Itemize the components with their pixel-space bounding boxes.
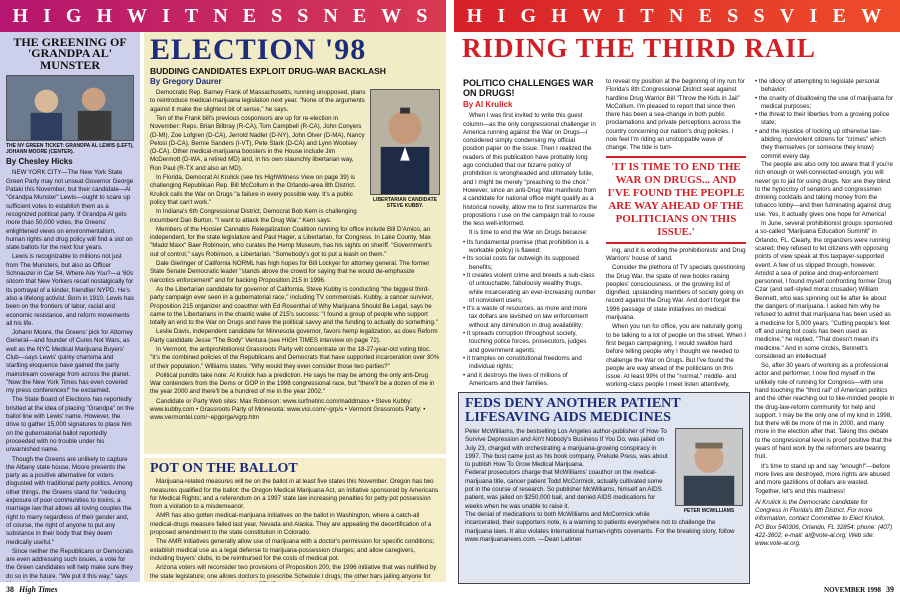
header-letter: V — [779, 4, 801, 27]
page-gutter — [446, 0, 454, 600]
paragraph: Federal prosecutors charge that McWilliams' coauthor on the medical-marijuana title, cancer patient Todd McCormick, actually cultivated some pot in the course of research. So publisher McWilliams, himself an AIDS patient, was jailed on $250,000 bail, and denied AIDS medications for weeks when he was unable to raise it. — [465, 469, 663, 510]
paragraph: So, after 30 years of working as a professional actor and performer, I now find myself in the unlikely role of running for Congress—with one hand touching the "third rail" of American politics and the other reaching out to like-minded people in the drug-law-reform community for help and support. I may be the only one of my kind in 1998, but there will be more of me in 2000, and many more in the election after that. Taking this debate to the congressional level is proof positive that the years of hard work by the reformers are bearing fruit. — [755, 362, 895, 461]
paragraph: It is time to end the War on Drugs because: — [469, 229, 588, 237]
list-item: • and the injustice of locking up otherwise law-abiding, nonviolent citizens for "crimes" which they themselves (or someone they know) commit every day. — [755, 127, 886, 160]
paragraph: Dale Gieringer of California NORML has high hopes for Bill Lockyer for attorney general. The former State Senate Democratic leader "stands above the crowd for saying that he would de-emphasize narcotics enforcement" and for backing Proposition 215 in 1996. — [150, 260, 430, 284]
header-letter: T — [640, 4, 660, 27]
election-98-article — [144, 32, 446, 454]
footer-right — [824, 585, 894, 594]
paragraph: Lewis is recognizable to millions not just from The Munsters, but also as Officer Schnauzer in Car 54, Where Are You?—a '60s sitcom that New Yorkers recall nostalgically for its portrayal of a kinder, friendlier NYPD. He's also a lifelong activist. Born in 1910, Lewis has been on the frontiers of labor, racial and economic resistance, and reform movements all his life. — [6, 253, 134, 327]
paragraph: The denial of medications to both McWilliams and McCormick while incarcerated, their supporters note, is a warning to patients everywhere not to challenge the marijuana laws. It also violates international human-rights covenants. For the breaking story, follow www.marijuananews.com. —Dean Latimer — [465, 510, 735, 543]
header-letter: E — [242, 4, 263, 27]
paragraph: In Vermont, the antiprohibitionist Grassroots Party will concentrate on the 18-27-year-old voting bloc. "It's the combined policies of the Republicans and Democrats that have supported incarceration over 30% of their population," Williams states. "Why would they even consider those two parties?" — [150, 346, 440, 370]
header-letter: H — [551, 4, 573, 27]
page-number-right: 39 — [886, 585, 894, 594]
mcwilliams-photo-wrap — [675, 428, 743, 514]
paragraph: Ten of the Frank bill's previous cosponsors are up for re-election in November: Reps. Brian Bilbray (R-CA), Tom Campbell (R-CA), John Conyers (D-MI), Zoe Lofgren (D-CA), Jerrold Nadler (D-NY), John Olver (D-MA), Nancy Pelosi (D-CA), Bernie Sanders (I-VT), Pete Stark (D-CA) and Lynn Woolsey (D-CA). Other medical-marijuana boosters in the House include Jim McDermott (D-WA, a retired MD) and, in his own staunchly libertarian way, Ron Paul (R-TX and also an MD). — [150, 114, 365, 172]
paragraph: The State Board of Elections has reportedly bristled at the idea of placing "Grandpa" on the ballot line with Lewis' name. However, the drive to gather 15,000 signatures to place him on the gubernatorial ballot reportedly proceeded with no trouble under his unvarnished name. — [6, 396, 134, 454]
pull-quote-bottom-rule — [606, 242, 746, 244]
reasons-list — [463, 239, 597, 388]
paragraph: AMR has also gotten medical-marijuana initiatives on the ballot in Washington, where a catch-all medical-drugs measure failed last year, Nevada and Alaska. They are appealing the decertification of a proposed amendment to the state constitution in Colorado. — [150, 512, 432, 537]
third-rail-col-1-body — [463, 112, 597, 388]
footer-left — [6, 585, 58, 594]
header-letter: H — [96, 4, 119, 27]
paragraph: Candidate or Party Web sites: Max Robinson: www.surfnetinc.com/maddmaxx • Steve Kubby: www.kubby.com • Grassroots Party of Minnesota: www.visi.com/~grp/s • Vermont Grassroots Party: • www.vermontel.com/~epgorge/vgrp.htm — [150, 397, 426, 422]
header-letter: S — [271, 4, 289, 27]
third-rail-col-3-bullets — [755, 78, 895, 161]
header-letter: E — [832, 4, 852, 27]
third-rail-title: RIDING THE THIRD RAIL — [462, 34, 816, 63]
paragraph: Johann Moore, the Greens' pick for Attorney General—and founder of Cures Not Wars, as well as the NYC Medical Marijuana Buyers' Club—says Lewis' quirky charisma and startling eloquence have gained the party mainstream coverage from across the planet. "Now the New York Times has even covered my press conferences!" he exclaimed. — [6, 329, 133, 395]
paragraph: Since neither the Republicans or Democrats are even addressing such issues, a vote for the Green candidates will help make sure they do so in the future. "We put it this way," says — [6, 547, 134, 580]
paragraph: Consider the plethora of TV specials questioning the Drug War, the spate of new books raising peoples' consciousness, or the growing list of dignified, upstanding members of society going on record against the Drug War. And don't forget the 1996 passage of state initiatives on medical marijuana. — [606, 264, 745, 322]
third-rail-col-2 — [603, 78, 749, 388]
list-item: • It creates violent crime and breeds a sub-class of untouchable, fabulously wealthy thugs, while incarcerating an ever-increasing number of nonviolent users; — [463, 271, 596, 304]
header-letter: I — [162, 4, 176, 27]
paragraph: In June, several prohibitionist groups sponsored a so-called "Marijuana Education Summit" in Orlando, FL. Clearly, the organizers were running scared; they refused to let citizens with opposing points of view speak at this taxpayer-supported event. A few of us slipped through, however. Amidst a sea of police and drug-enforcement personnel, I found myself confronting former Drug Czar (and self-styled moral crusader) William Bennett, who was spinning out lie after lie about the dangers of marijuana. I asked him why he refused to admit that marijuana has been used as a medicine for 5,000 years. "Cutting people's feet off and using hot coals has been used as medicine," he replied. "That doesn't mean it's medicine." And in some circles, Bennett's considered an intellectual! — [755, 220, 893, 360]
header-letter: S — [727, 4, 745, 27]
list-item: • It spreads corruption throughout society, touching police forces, prosecutors, judges and government agents; — [463, 330, 587, 354]
paragraph: Though the Greens are unlikely to capture the Albany state house, Moore presents the party as a positive alternative for voters disgusted with traditional party politics. Among other things, the Greens stand for "reducing exposure of poor communities to toxins, a marriage law that allows all loving couples the right to marry regardless of their gender and, of course, the right of anyone to put any substance in their body that they deem medically useful." — [6, 455, 133, 546]
section-header-highwitness-news — [0, 0, 446, 32]
header-letter: W — [582, 4, 609, 27]
third-rail-title-block — [458, 34, 898, 82]
election-98-subtitle: BUDDING CANDIDATES EXPLOIT DRUG-WAR BACKLASH — [150, 65, 386, 76]
paragraph: When I was first invited to write this guest column—as the only congressional challenger in America running against the War on Drugs—I considered simply condensing my official position paper on the issue. Then I realized the readers of this publication have probably long ago concluded that our bizarre policy of prohibition is wrongheaded and ultimately futile, and I might be merely "preaching to the choir." However, since an anti-Drug War manifesto from a candidate for national office might qualify as a historical novelty, allow me to first summarize the propositions I use on the campaign trail to rouse the less well-informed. — [463, 112, 597, 228]
header-letter: S — [416, 4, 434, 27]
mcwilliams-photo — [675, 428, 743, 506]
list-item: • It tramples on constitutional freedoms and individual rights; — [463, 354, 582, 371]
page-number-left: 38 — [6, 585, 14, 594]
header-letter: W — [127, 4, 154, 27]
paragraph: The AMR initiatives generally allow use of marijuana with a doctor's permission for specific conditions; establish medical use as a legal defense to marijuana-possession charges; and allow caregivers, including buyers' clubs, to be reimbursed for the costs of medical pot. — [150, 538, 435, 562]
header-letter: S — [297, 4, 315, 27]
section-header-highwitness-view — [454, 0, 900, 32]
header-letter: I — [617, 4, 632, 27]
paragraph: In Florida, Democrat Al Krulick (see his HighWitness View on page 39) is challenging Republican Rep. Bill McCollum in the Orlando-area 8th District. Krulick calls the War on Drugs "a failure in every possible way. It's a public policy that can't work." — [150, 174, 356, 206]
header-letter: W — [861, 4, 888, 27]
list-item: • the cruelty of disallowing the use of marijuana for medical purposes; — [755, 94, 894, 110]
paragraph: Members of the Hoosier Cannabis Relegalization Coalition running for office include Bill D'Amico, an independent, for the state legislature and Paul Hager, a Libertarian, for Congress. In Lake County, Max "Madd Maxx" Baer Robinson, who curates the Hemp Museum, has his sights on sheriff. "Government's out of control," says Robinson, a Libertarian. "Somebody's got to put a leash on them." — [150, 225, 432, 258]
paragraph: ing, and it is eroding the prohibitionists' and Drug Warriors' house of sand. — [606, 246, 746, 262]
grandpa-al-title: THE GREENING OF 'GRANDPA AL' MUNSTER — [13, 35, 127, 72]
third-rail-col-3 — [752, 78, 898, 583]
third-rail-col-1 — [460, 78, 600, 388]
grandpa-al-byline: By Chesley Hicks — [6, 157, 73, 167]
third-rail-subtitle: POLITICO CHALLENGES WAR ON DRUGS! — [463, 78, 594, 98]
list-item: • Its fundamental premise (that prohibition is a workable policy) is flawed; — [463, 238, 589, 255]
feds-deny-article — [458, 392, 750, 584]
header-letter: G — [520, 4, 542, 27]
header-letter: I — [809, 4, 824, 27]
header-letter: N — [213, 4, 234, 27]
header-letter: E — [352, 4, 373, 27]
magazine-name-left: High Times — [19, 585, 58, 594]
header-letter: S — [753, 4, 771, 27]
header-letter: H — [466, 4, 489, 27]
paragraph: Marijuana-related measures will be on the ballot in at least five states this November. Oregon has two measures qualified for the ballot: the Oregon Medical Marijuana Act, an initiative sponsored by Americans for Medical Rights; and a referendum on a 1997 state law increasing penalties for petty pot possession from a violation to a misdemeanor. — [150, 478, 439, 511]
third-rail-col-2-lead: to reveal my position at the beginning of my run for Florida's 8th Congressional District seat against hardline Drug Warrior Bill "Throw the Kids in Jail" McCollum. I'm pleased to report that since then there has been a sea-change in both public proclamations and private perceptions across the country concerning our nation's drug policies. I now feel I'm riding an unstoppable wave of change. The tide is turn- — [606, 78, 745, 152]
election-98-title: ELECTION '98 — [150, 33, 367, 66]
paragraph: In Indiana's 6th Congressional District, Democrat Bob Kern is challenging incumbent Dan Burton. "I want to attack the Drug War," Kern says. — [150, 208, 357, 224]
header-letter: I — [43, 4, 57, 27]
feds-deny-title: FEDS DENY ANOTHER PATIENT LIFESAVING AIDS MEDICINES — [465, 396, 681, 425]
header-letter: G — [65, 4, 88, 27]
header-letter: T — [184, 4, 205, 27]
paragraph: It's time to stand up and say "enough!"—before more lives are destroyed, more rights are abused and more gazillions of dollars are wasted. Together, let's end this madness! — [755, 462, 891, 495]
author-bio: Al Krulick is the Democratic candidate for Congress in Florida's 8th District. For more information, contact Committee to Elect Krulick, PO Box 540306, Orlando, FL 32854; phone: (407) 422-3602; e-mail: al@vote-al.org; Web site: www.vote-al.org. — [755, 498, 893, 548]
paragraph: When you run for office, you are naturally going to be talking to a lot of people on the street. When I first began campaigning, I would swallow hard before telling people why I thought we needed to challenge the War on Drugs. But I've found the people are way ahead of the politicians on this issue. At least 99% of the "normal," middle- and working-class people I meet listen attentively, — [606, 323, 746, 388]
paragraph: Peter McWilliams, the bestselling Los Angeles author-publisher of How To Survive Depression and Ain't Nobody's Business If You Do, was jailed on July 23, charged with orchestrating a marijuana-growing conspiracy in 1997. The bust came just as his book company, Prelude Press, was about to publish How To Grow Medical Marijuana. — [465, 428, 668, 469]
list-item: • the threat to their liberties from a growing police state; — [755, 111, 890, 127]
list-item: • It's a waste of resources, as more and more tax dollars are lavished on law enforcement without any diminution in drug availability; — [463, 305, 589, 329]
pull-quote: 'IT IS TIME TO END THE WAR ON DRUGS... AND I'VE FOUND THE PEOPLE ARE WAY AHEAD OF THE POLITICIANS ON THIS ISSUE.' — [607, 160, 745, 238]
pot-on-ballot-title: POT ON THE BALLOT — [150, 461, 298, 476]
grandpa-al-article — [0, 32, 140, 582]
pull-quote-top-rule — [606, 156, 746, 158]
paragraph: The people are also only too aware that if you're rich enough or well-connected enough, you will never go to jail for using drugs. Nor are they blind to the hypocrisy of senators and congressmen drinking cocktails and taking money from the tobacco lobby—and then fulminating against drug use. Yes, it actually gives one hope for America! — [755, 160, 893, 218]
kubby-caption: LIBERTARIAN CANDIDATE STEVE KUBBY. — [373, 197, 437, 210]
header-letter: H — [12, 4, 35, 27]
pot-on-ballot-body — [150, 478, 440, 582]
pot-on-ballot-article — [144, 458, 446, 582]
issue-date-right: NOVEMBER 1998 — [824, 586, 881, 594]
third-rail-col-2-body — [606, 247, 746, 388]
list-item: • and it destroys the lives of millions of Americans and their families. — [463, 371, 568, 387]
green-ticket-caption: THE NY GREEN TICKET: GRANDPA AL LEWIS (LEFT), JOHANN MOORE (CENTER). — [6, 143, 134, 156]
kubby-photo-wrap — [370, 89, 440, 209]
paragraph: As the Libertarian candidate for governor of California, Steve Kubby is conducting "the biggest third-party campaign ever seen in a gubernatorial race," including TV commercials. Kubby, a cancer survivor, Proposition 215 organizer and coauthor with Ed Rosenthal of Why Marijuana Should Be Legal, says he came to the Libertarians in the chaotic wake of 215's success: "I found a group of people who support totally an end to the War on Drugs and have the political savvy and the funding to actually do something." — [150, 285, 438, 327]
header-letter: E — [698, 4, 718, 27]
paragraph: Democratic Rep. Barney Frank of Massachusetts, running unopposed, plans to reintroduce medical-marijuana legislation next year. "None of the arguments against it make the slightest bit of sense," he says. — [150, 89, 366, 113]
paragraph: Leslie Davis, independent candidate for Minnesota governor, favors hemp legalization, as does Reform Party candidate Jesse "The Body" Ventura (see HIGH TIMES interview on page 72). — [150, 328, 438, 344]
kubby-photo — [370, 89, 440, 195]
list-item: • the idiocy of attempting to legislate personal behavior; — [755, 78, 880, 94]
header-letter: N — [323, 4, 344, 27]
paragraph: Political pundits take note: Al Krulick has a prediction. He says he may be among the only anti-Drug War contenders from the Dems or GOP in the 1998 congressional race, but "there'll be a dozen of me in the year 2000 and there'll be a hundred of me in the year 2002." — [150, 371, 435, 396]
header-letter: I — [497, 4, 512, 27]
third-rail-col-3-body — [755, 161, 895, 496]
paragraph: NEW YORK CITY—The New York State Green Party may not unseat Governor George Pataki this November, but their candidate—Al "Grandpa Munster" Lewis—ought to scare up sufficient votes to establish them as a recognized political party. If Grandpa Al gets more than 50,000 votes, the Greens' enlightened views on environmentalism, human rights and drug policy will find a slot on state ballots for the next four years. — [6, 169, 134, 252]
third-rail-byline: By Al Krulick — [463, 100, 513, 109]
header-letter: N — [668, 4, 690, 27]
list-item: • Its social costs far outweigh its supposed benefits; — [463, 255, 580, 271]
green-ticket-photo — [6, 75, 134, 141]
header-letter: W — [381, 4, 408, 27]
paragraph: Arizona voters will reconsider two provisions of Proposition 200, the 1996 initiative that was nullified by the state legislature; one allows doctors to prescribe Schedule I drugs; the other bars jailing anyone for — [150, 564, 437, 580]
grandpa-al-body — [6, 169, 134, 582]
mcwilliams-caption: PETER MCWILLIAMS — [683, 508, 735, 514]
election-98-byline: By Gregory Daurer — [150, 76, 222, 86]
